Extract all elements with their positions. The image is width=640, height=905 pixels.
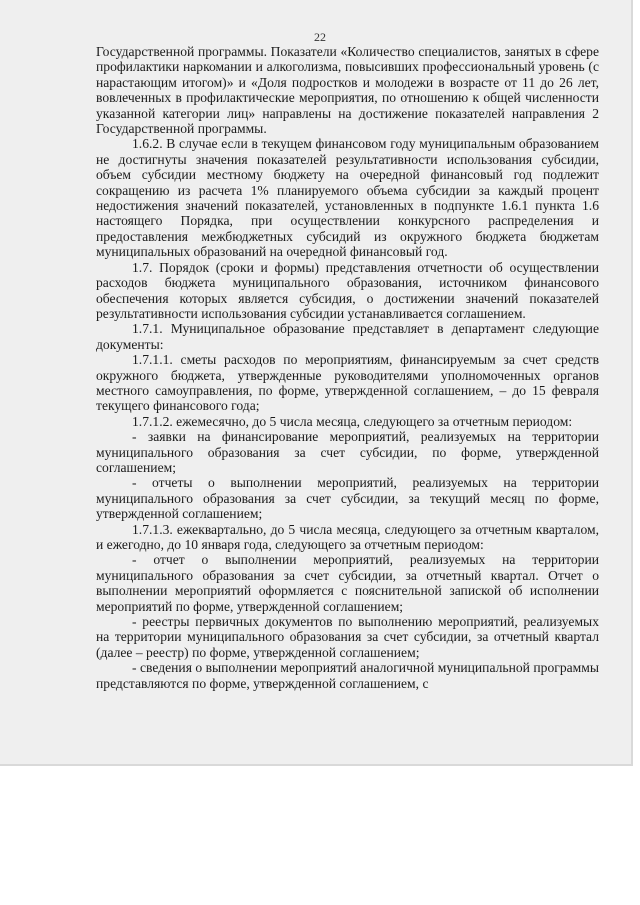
page-number: 22 [314,30,326,44]
paragraph-1-7-1-1: 1.7.1.1. сметы расходов по мероприятиям, финансируемым за счет средств окружного бюджета, утвержденные руководителями уполномоченных органов местного самоуправления, по форме, утвержденной соглашением, – до 15 февраля текущего финансового года; [96,352,599,414]
list-item-quarterly-report: - отчет о выполнении мероприятий, реализуемых на территории муниципального образования за счет субсидии, за отчетный квартал. Отчет о выполнении мероприятий оформляется с пояснительной запиской об исполнении мероприятий по форме, утвержденной соглашением; [96,552,599,614]
list-item-monthly-reports: - отчеты о выполнении мероприятий, реализуемых на территории муниципального образования за счет субсидии, за текущий месяц по форме, утвержденной соглашением; [96,475,599,522]
list-item-requests: - заявки на финансирование мероприятий, реализуемых на территории муниципального образования за счет субсидии, по форме, утвержденной соглашением; [96,429,599,475]
list-item-program-info: - сведения о выполнении мероприятий аналогичной муниципальной программы представляются по форме, утвержденной соглашением, с [96,660,599,691]
paragraph-1-6-2: 1.6.2. В случае если в текущем финансовом году муниципальным образованием не достигнуты значения показателей результативности использования субсидии, объем субсидии местному бюджету на очередной финансовый год подлежит сокращению из расчета 1% планируемого объема субсидии за каждый процент недостижения значений показателей, установленных в подпункте 1.6.1 пункта 1.6 настоящего Порядка, при осуществлении конкурсного распределения и предоставления межбюджетных субсидий из окружного бюджета бюджетам муниципальных образований на очередной финансовый год. [96,136,599,260]
paragraph-1-7-1-2: 1.7.1.2. ежемесячно, до 5 числа месяца, следующего за отчетным периодом: [132,413,573,429]
paragraph-1-7-1: 1.7.1. Муниципальное образование представляет в департамент следующие документы: [96,321,599,352]
list-item-registers: - реестры первичных документов по выполнению мероприятий, реализуемых на территории муниципального образования за счет субсидии, за отчетный квартал (далее – реестр) по форме, утвержденной соглашением; [96,614,599,660]
paragraph-1-7: 1.7. Порядок (сроки и формы) представления отчетности об осуществлении расходов бюджета муниципального образования, источником финансового обеспечения которых является субсидия, о достижении значений показателей результативности использования субсидии устанавливается соглашением. [96,259,599,321]
document-body [96,44,599,691]
paragraph-continuation: Государственной программы. Показатели «Количество специалистов, занятых в сфере профилактики наркомании и алкоголизма, повысивших профессиональный уровень (с нарастающим итогом)» и «Доля подростков и молодежи в возрасте от 11 до 26 лет, вовлеченных в профилактические мероприятия, по отношению к общей численности указанной категории лиц» направлены на достижение показателей направления 2 Государственной программы. [96,44,599,137]
paragraph-1-7-1-3: 1.7.1.3. ежеквартально, до 5 числа месяца, следующего за отчетным кварталом, и ежегодно, до 10 января года, следующего за отчетным периодом: [96,521,599,552]
